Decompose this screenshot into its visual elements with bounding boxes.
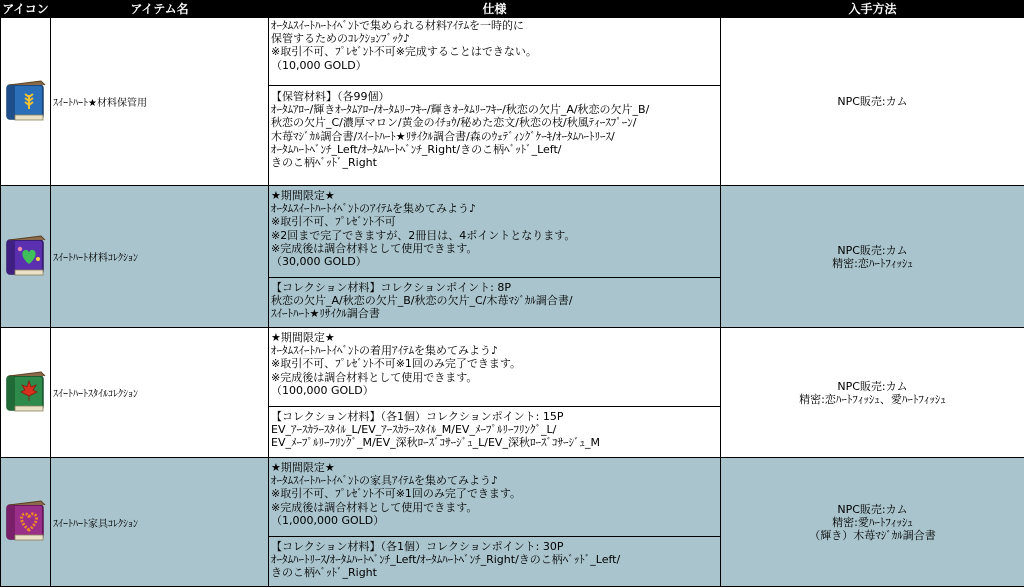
book-wheat-icon [3, 79, 49, 125]
spec-materials: 【コレクション材料】（各1個）コレクションポイント: 15P EV_ｱｰｽｶﾗｰｽﾀｲﾙ_L/EV_ｱｰｽｶﾗｰｽﾀｲﾙ_M/EV_ﾒｰﾌﾟﾙﾘｰﾌﾘﾝｸﾞ_L/ EV_ﾒｰﾌﾟﾙﾘｰﾌﾘﾝｸﾞ_M/EV_深秋ﾛｰｽﾞｺｻｰｼﾞｭ_L/EV_深秋ﾛｰｽﾞｺｻｰｼﾞｭ_M [269, 407, 721, 458]
table-row [1, 18, 1024, 86]
header-spec: 仕様 [269, 1, 721, 18]
book-heart-icon [3, 234, 49, 280]
header-icon: アイコン [2, 2, 49, 16]
item-name: ｽｲｰﾄﾊｰﾄ家具ｺﾚｸｼｮﾝ [51, 458, 269, 587]
spec-description: ★期間限定★ ｵｰﾀﾑｽｲｰﾄﾊｰﾄｲﾍﾞﾝﾄのｱｲﾃﾑを集めてみよう♪ ※取引不可、ﾌﾟﾚｾﾞﾝﾄ不可 ※2回まで完了できますが、2冊目は、4ポイントとなります。 ※完成後は調合材料として使用できます。 （30,000 GOLD） [269, 186, 721, 278]
book-heart-wreath-icon [3, 499, 49, 545]
icon-cell [1, 18, 51, 186]
icon-cell [1, 186, 51, 328]
acquisition-method: NPC販売:カム 精密:恋ﾊｰﾄﾌｨｯｼｭ、愛ﾊｰﾄﾌｨｯｼｭ [721, 328, 1024, 458]
table-row [1, 328, 1024, 407]
book-leaf-icon [3, 370, 49, 416]
spec-materials: 【保管材料】（各99個） ｵｰﾀﾑｱﾛｰ/輝きｵｰﾀﾑｱﾛｰ/ｵｰﾀﾑﾘｰﾌｷｰ/輝きｵｰﾀﾑﾘｰﾌｷｰ/秋恋の欠片_A/秋恋の欠片_B/ 秋恋の欠片_C/濃厚マロン/黄金のｲﾁｮｳ/秘めた恋文/秋恋の枝/秋風ﾃｨｰｽﾌﾟｰﾝ/ 木苺ﾏｼﾞｶﾙ調合書/ｽｲｰﾄﾊｰﾄ★ﾘｻｲｸﾙ調合書/森のｳｪﾃﾞｨﾝｸﾞｹｰｷ/ｵｰﾀﾑﾊｰﾄﾘｰｽ/ ｵｰﾀﾑﾊｰﾄﾍﾞﾝﾁ_Left/ｵｰﾀﾑﾊｰﾄﾍﾞﾝﾁ_Right/きのこ柄ﾍﾞｯﾄﾞ_Left/ きのこ柄ﾍﾞｯﾄﾞ_Right [269, 86, 721, 186]
item-name: ｽｲｰﾄﾊｰﾄｽﾀｲﾙｺﾚｸｼｮﾝ [51, 328, 269, 458]
icon-cell [1, 458, 51, 587]
item-name: ｽｲｰﾄﾊｰﾄ材料ｺﾚｸｼｮﾝ [51, 186, 269, 328]
icon-cell [1, 328, 51, 458]
table-row [1, 186, 1024, 278]
spec-description: ★期間限定★ ｵｰﾀﾑｽｲｰﾄﾊｰﾄｲﾍﾞﾝﾄの着用ｱｲﾃﾑを集めてみよう♪ ※取引不可、ﾌﾟﾚｾﾞﾝﾄ不可※1回のみ完了できます。 ※完成後は調合材料として使用できます。 （100,000 GOLD） [269, 328, 721, 407]
spec-materials: 【コレクション材料】コレクションポイント: 8P 秋恋の欠片_A/秋恋の欠片_B/秋恋の欠片_C/木苺ﾏｼﾞｶﾙ調合書/ ｽｲｰﾄﾊｰﾄ★ﾘｻｲｸﾙ調合書 [269, 278, 721, 328]
header-method: 入手方法 [721, 1, 1024, 18]
spec-materials: 【コレクション材料】（各1個）コレクションポイント: 30P ｵｰﾀﾑﾊｰﾄﾘｰｽ/ｵｰﾀﾑﾊｰﾄﾍﾞﾝﾁ_Left/ｵｰﾀﾑﾊｰﾄﾍﾞﾝﾁ_Right/きのこ柄ﾍﾞｯﾄﾞ_Left/ きのこ柄ﾍﾞｯﾄﾞ_Right [269, 537, 721, 587]
acquisition-method: NPC販売:カム [721, 18, 1024, 186]
acquisition-method: NPC販売:カム 精密:恋ﾊｰﾄﾌｨｯｼｭ [721, 186, 1024, 328]
spec-description: ★期間限定★ ｵｰﾀﾑｽｲｰﾄﾊｰﾄｲﾍﾞﾝﾄの家具ｱｲﾃﾑを集めてみよう♪ ※取引不可、ﾌﾟﾚｾﾞﾝﾄ不可※1回のみ完了できます。 ※完成後は調合材料として使用できます。 （1,000,000 GOLD） [269, 458, 721, 537]
spec-description: ｵｰﾀﾑｽｲｰﾄﾊｰﾄｲﾍﾞﾝﾄで集められる材料ｱｲﾃﾑを一時的に 保管するためのｺﾚｸｼｮﾝﾌﾞｯｸ♪ ※取引不可、ﾌﾟﾚｾﾞﾝﾄ不可※完成することはできない。 （10,000 GOLD） [269, 18, 721, 86]
acquisition-method: NPC販売:カム 精密:愛ﾊｰﾄﾌｨｯｼｭ （輝き）木苺ﾏｼﾞｶﾙ調合書 [721, 458, 1024, 587]
header-row [1, 1, 1024, 18]
header-name: アイテム名 [51, 1, 269, 18]
table-row [1, 458, 1024, 537]
item-name: ｽｲｰﾄﾊｰﾄ★材料保管用 [51, 18, 269, 186]
